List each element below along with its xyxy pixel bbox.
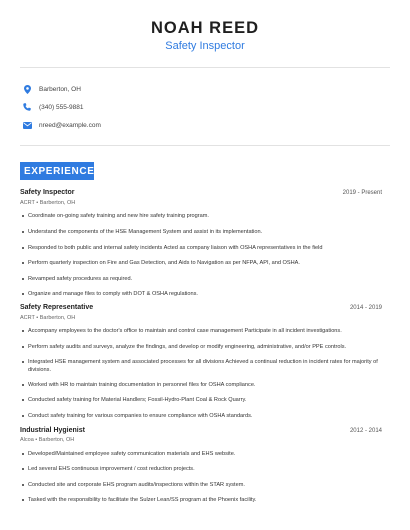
- location-pin-icon: [22, 84, 32, 94]
- list-item: Perform safety audits and surveys, analyze the findings, and develop or modify engineering, administrative, and/or PPE controls.: [22, 343, 382, 351]
- divider: [20, 145, 390, 146]
- list-item: Organize and manage files to comply with DOT & OSHA regulations.: [22, 290, 382, 298]
- job-title: Safety Representative: [20, 304, 94, 311]
- list-item: Led several EHS continuous improvement / cost reduction projects.: [22, 465, 382, 473]
- phone-text: (340) 555-9881: [39, 103, 84, 111]
- experience-heading: EXPERIENCE: [20, 162, 94, 180]
- job-org: Alcoa • Barberton, OH: [20, 437, 75, 443]
- job-dates: 2019 - Present: [342, 190, 382, 196]
- email-icon: [22, 120, 32, 130]
- job-dates: 2012 - 2014: [349, 428, 382, 434]
- divider: [20, 67, 390, 68]
- list-item: Conducted safety training for Material Handlers; Fossil-Hydro-Plant Coal & Rock Quarry.: [22, 396, 382, 404]
- candidate-title: Safety Inspector: [165, 40, 245, 52]
- list-item: Responded to both public and internal safety incidents Acted as company liaison with OSHA representatives in the field: [22, 244, 382, 252]
- job-dates: 2014 - 2019: [349, 305, 382, 311]
- candidate-name: NOAH REED: [150, 19, 259, 37]
- list-item: Conducted site and corporate EHS program audits/inspections within the STAR system.: [22, 481, 382, 489]
- list-item: Revamped safety procedures as required.: [22, 275, 382, 283]
- job-org: ACRT • Barberton, OH: [20, 200, 76, 206]
- contact-email: [22, 119, 101, 131]
- job-org: ACRT • Barberton, OH: [20, 315, 76, 321]
- list-item: Perform quarterly inspection on Fire and Gas Detection, and Aids to Navigation as per NFPA, API, and OSHA.: [22, 259, 382, 267]
- job-title: Industrial Hygienist: [20, 427, 85, 434]
- list-item: Accompany employees to the doctor's office to maintain and control case management Participate in all incident investigations.: [22, 327, 382, 335]
- list-item: Tasked with the responsibility to facilitate the Sulzer Lean/SS program at the Phoenix facility.: [22, 496, 382, 504]
- email-text: nreed@example.com: [39, 121, 101, 129]
- list-item: Developed/Maintained employee safety communication materials and EHS website.: [22, 450, 382, 458]
- list-item: Worked with HR to maintain training documentation in personnel files for OSHA compliance.: [22, 381, 382, 389]
- contact-location: [22, 83, 81, 95]
- list-item: Integrated HSE management system and associated processes for all divisions Achieved a continual reduction in incident rates for majority of divisions.: [22, 358, 382, 374]
- location-text: Barberton, OH: [39, 85, 81, 93]
- list-item: Coordinate on-going safety training and new hire safety training program.: [22, 212, 382, 220]
- job-title: Safety Inspector: [20, 189, 75, 196]
- list-item: Understand the components of the HSE Management System and assist in its implementation.: [22, 228, 382, 236]
- phone-icon: [22, 102, 32, 112]
- contact-phone: [22, 101, 83, 113]
- list-item: Conduct safety training for various companies to ensure compliance with OSHA standards.: [22, 412, 382, 420]
